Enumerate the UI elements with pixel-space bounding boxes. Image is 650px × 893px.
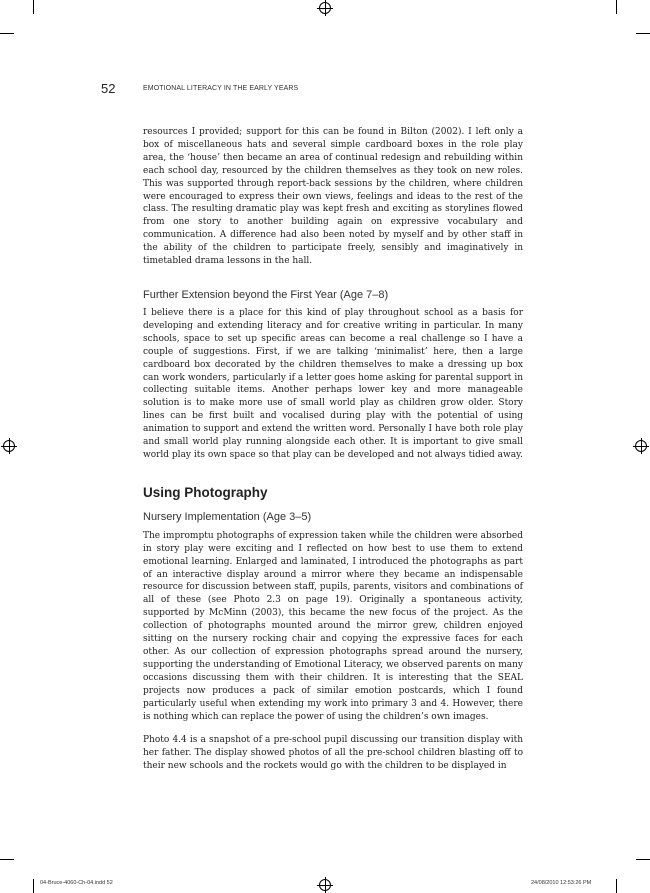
crop-mark — [616, 0, 617, 14]
page-body — [143, 126, 523, 773]
registration-mark-icon — [319, 879, 331, 891]
body-paragraph: resources I provided; support for this can be found in Bilton (2002). I left only a box of miscellaneous hats and several simple cardboard boxes in the role play area, the ‘house’ then became an area of continual redesign and rebuilding within each school day, resourced by the children themselves as they took on new roles. This was supported through report-back sessions by the children, where children were encouraged to express their own views, feelings and ideas to the rest of the class. The resulting dramatic play was kept fresh and exciting as storylines flowed from one story to another building again on expressive vocabulary and communication. A difference had also been noted by myself and by other staff in the ability of the children to participate freely, sensibly and imaginatively in timetabled drama lessons in the hall. — [143, 127, 523, 267]
body-paragraph: I believe there is a place for this kind of play throughout school as a basis for developing and extending literacy and for creative writing in particular. In many schools, space to set up specific areas can become a real challenge so I have a couple of suggestions. First, if we are talking ‘minimalist’ here, then a large cardboard box decorated by the children themselves to make a dressing up box can work wonders, particularly if a letter goes home asking for parental support in collecting suitable items. Another perhaps lower key and more manageable solution is to make more use of small world play as children grow older. Story lines can be first built and vocalised during play with the potential of using animation to support and extend the written word. Personally I have both role play and small world play running alongside each other. It is important to give small world play its own space so that play can be developed and not always tidied away. — [143, 307, 523, 460]
body-paragraph: The impromptu photographs of expression taken while the children were absorbed in story play were exciting and I reflected on how best to use them to extend emotional learning. Enlarged and laminated, I introduced the photographs as part of an interactive display around a mirror where they became an indispensable resource for discussion between staff, pupils, parents, visitors and combinations of all of these (see Photo 2.3 on page 19). Originally a spontaneous activity, supported by McMinn (2003), this became the new focus of the project. As the collection of photographs mounted around the mirror grew, children enjoyed sitting on the nursery rocking chair and copying the expressive faces for each other. As our collection of expression photographs spread around the nursery, supporting the understanding of Emotional Literacy, we observed parents on many occasions discussing them with their children. It is interesting that the SEAL projects now produces a pack of similar emotion postcards, which I found particularly useful when extending my work into primary 3 and 4. However, there is nothing which can replace the power of using the children’s own images. — [143, 530, 523, 722]
page-number: 52 — [101, 81, 116, 96]
crop-mark — [636, 859, 650, 860]
running-head: EMOTIONAL LITERACY IN THE EARLY YEARS — [143, 85, 299, 92]
registration-mark-icon — [3, 440, 15, 452]
crop-mark — [636, 33, 650, 34]
crop-mark — [33, 0, 34, 14]
section-heading: Nursery Implementation (Age 3–5) — [143, 510, 312, 523]
slug-filename: 04-Bruce-4060-Ch-04.indd 52 — [40, 880, 113, 886]
chapter-section-heading: Using Photography — [143, 484, 268, 500]
body-paragraph: Photo 4.4 is a snapshot of a pre-school pupil discussing our transition display with her father. The display showed photos of all the pre-school children blasting off to their new schools and the rockets would go with the children to be displayed in — [143, 735, 523, 772]
section-heading: Further Extension beyond the First Year (Age 7–8) — [143, 288, 389, 301]
registration-mark-icon — [635, 440, 647, 452]
slug-date: 24/08/2010 12:53:26 PM — [531, 880, 592, 886]
crop-mark — [0, 33, 14, 34]
crop-mark — [0, 859, 14, 860]
crop-mark — [616, 879, 617, 893]
crop-mark — [33, 879, 34, 893]
registration-mark-icon — [319, 2, 331, 14]
